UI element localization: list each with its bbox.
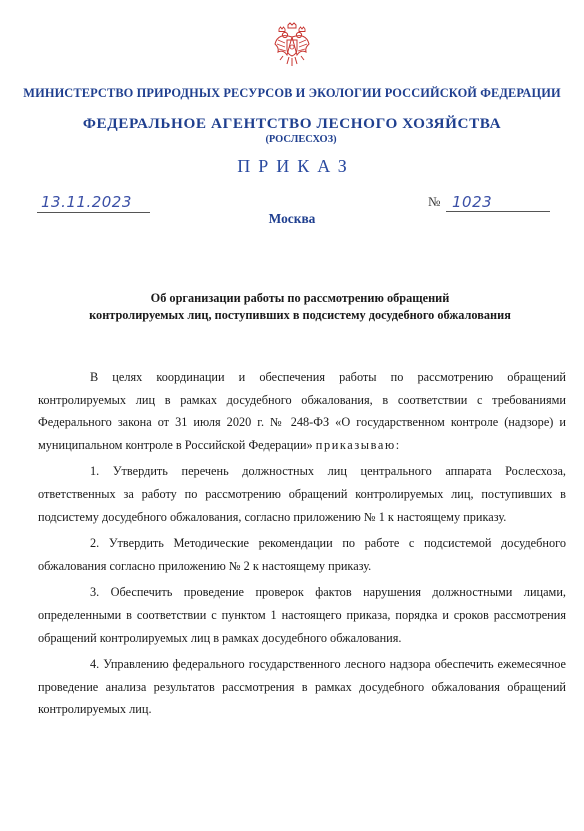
subject-line-1: Об организации работы по рассмотрению обращений bbox=[150, 291, 450, 305]
number-label: № bbox=[428, 194, 441, 209]
intro-text: В целях координации и обеспечения работы по рассмотрению обращений контролируемых лиц в рамках досудебного обжалования, в соответствии с требованиями Федерального закона от 31 июля 2020 г. № 248-ФЗ «О государственном контроле (надзоре) и муниципальном контроле в Российской Федерации» bbox=[38, 370, 566, 452]
document-type: ПРИКАЗ bbox=[237, 156, 355, 176]
item-paragraph-4: 4. Управлению федерального государственного лесного надзора обеспечить ежемесячное проведение анализа результатов рассмотрения в рамках досудебного обжалования обращений контролируемых лиц. bbox=[38, 657, 566, 717]
ministry-title: МИНИСТЕРСТВО ПРИРОДНЫХ РЕСУРСОВ И ЭКОЛОГИИ РОССИЙСКОЙ ФЕДЕРАЦИИ bbox=[23, 86, 561, 100]
number-underline bbox=[446, 211, 550, 212]
coat-of-arms-icon bbox=[273, 22, 311, 68]
document-city: Москва bbox=[268, 211, 316, 226]
document-number-field bbox=[428, 190, 550, 212]
document-number: 1023 bbox=[452, 193, 493, 211]
document-subject bbox=[40, 290, 560, 324]
item-paragraph-1: 1. Утвердить перечень должностных лиц центрального аппарата Рослесхоза, ответственных за работу по рассмотрению обращений контролируемых лиц, поступивших в подсистему досудебного обжалования, согласно приложению № 1 к настоящему приказу. bbox=[38, 464, 566, 524]
intro-paragraph bbox=[38, 366, 566, 456]
agency-title: ФЕДЕРАЛЬНОЕ АГЕНТСТВО ЛЕСНОГО ХОЗЯЙСТВА bbox=[82, 115, 502, 132]
document-date: 13.11.2023 bbox=[41, 193, 132, 211]
agency-abbreviation: (РОСЛЕСХОЗ) bbox=[265, 134, 337, 145]
item-paragraph-3: 3. Обеспечить проведение проверок фактов нарушения должностными лицами, определенными в соответствии с пунктом 1 настоящего приказа, порядка и сроков рассмотрения обращений контролируемых лиц в рамках досудебного обжалования. bbox=[38, 585, 566, 645]
document-date-field bbox=[37, 188, 150, 213]
item-paragraph-2: 2. Утвердить Методические рекомендации по работе с подсистемой досудебного обжалования согласно приложению № 2 к настоящему приказу. bbox=[38, 536, 566, 573]
subject-line-2: контролируемых лиц, поступивших в подсистему досудебного обжалования bbox=[89, 308, 511, 322]
decree-word: приказываю: bbox=[315, 437, 401, 452]
document-body bbox=[38, 366, 566, 725]
